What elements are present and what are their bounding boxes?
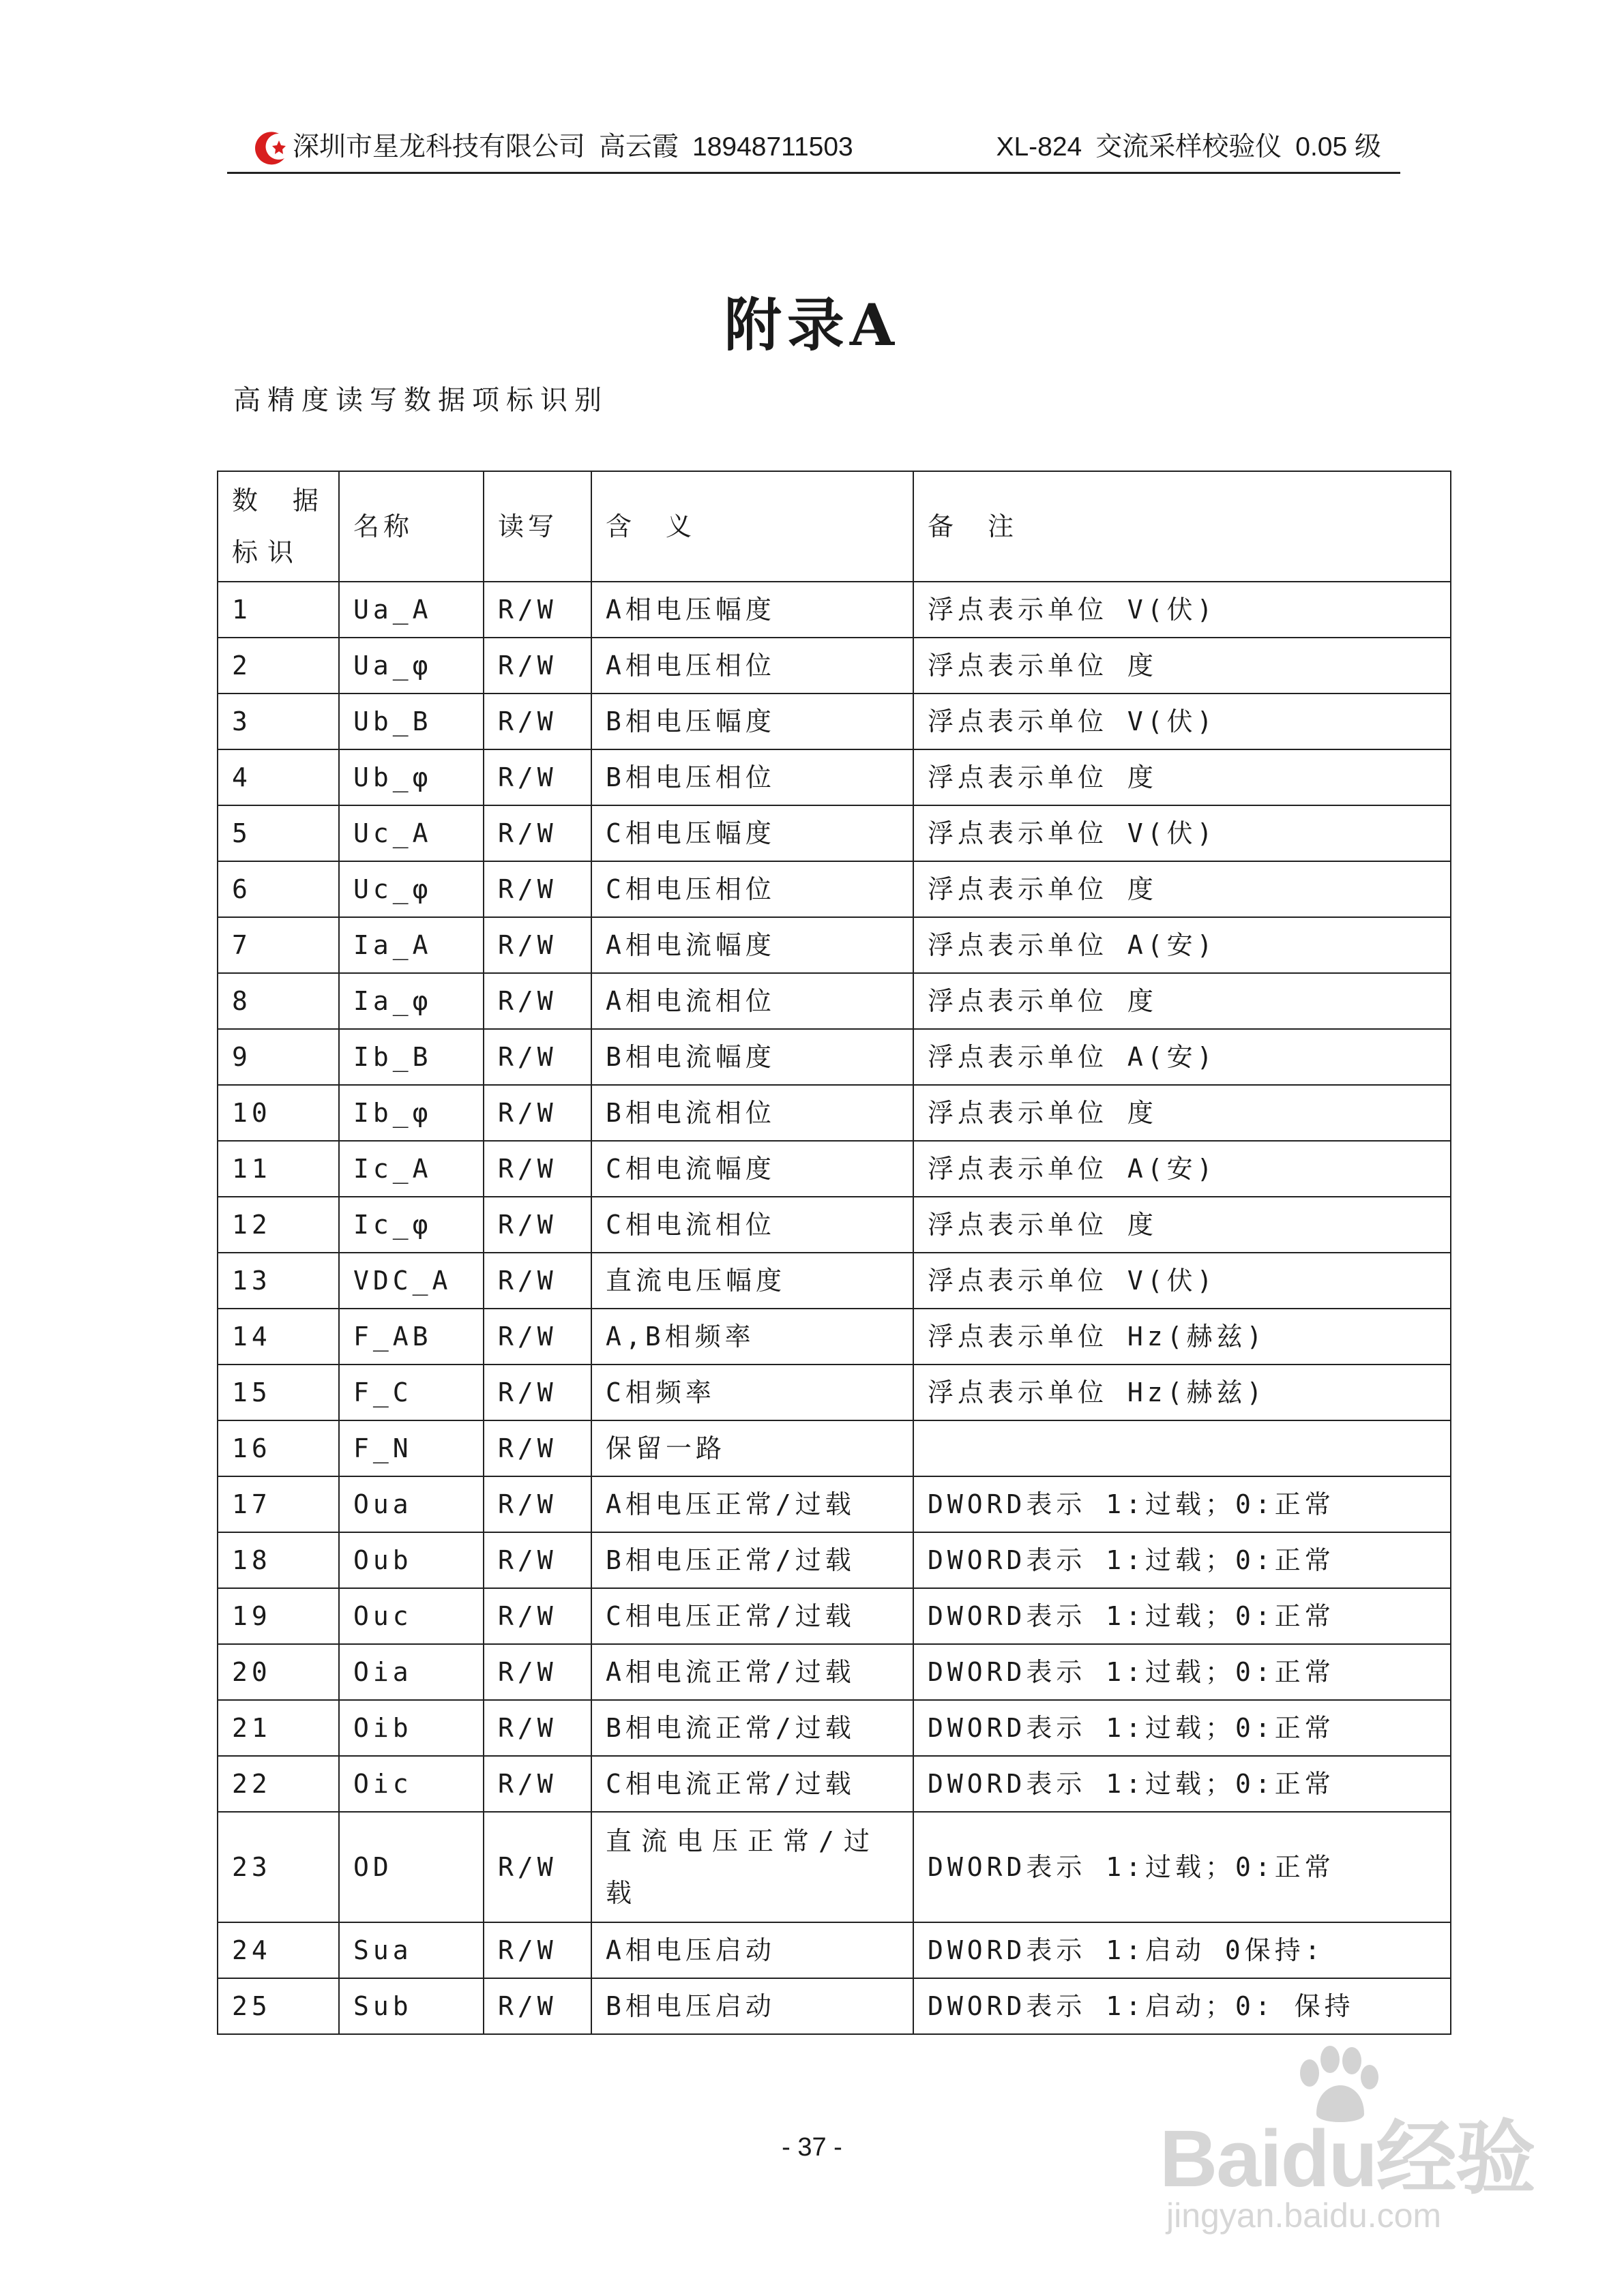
cell-rw: R/W bbox=[484, 1029, 591, 1085]
cell-id: 9 bbox=[218, 1029, 339, 1085]
cell-name: Ia_φ bbox=[339, 973, 484, 1029]
cell-id: 11 bbox=[218, 1141, 339, 1197]
cell-meaning: B相电压相位 bbox=[591, 749, 913, 805]
cell-name: Oib bbox=[339, 1700, 484, 1756]
cell-rw: R/W bbox=[484, 1309, 591, 1365]
cell-id: 6 bbox=[218, 861, 339, 917]
cell-name: Ia_A bbox=[339, 917, 484, 973]
table-header-row bbox=[218, 471, 1451, 582]
accuracy-class: 0.05 级 bbox=[1295, 132, 1381, 162]
cell-rw: R/W bbox=[484, 1644, 591, 1700]
cell-meaning: C相频率 bbox=[591, 1365, 913, 1420]
cell-remark: DWORD表示 1:过载；0:正常 bbox=[913, 1476, 1451, 1532]
cell-rw: R/W bbox=[484, 1420, 591, 1476]
page-header bbox=[227, 128, 1400, 174]
cell-remark: 浮点表示单位 Hz(赫兹) bbox=[913, 1309, 1451, 1365]
cell-name: Ua_A bbox=[339, 582, 484, 638]
product-name: 交流采样校验仪 bbox=[1095, 132, 1282, 162]
header-company-info bbox=[293, 131, 867, 164]
cell-rw: R/W bbox=[484, 1588, 591, 1644]
cell-remark: 浮点表示单位 度 bbox=[913, 973, 1451, 1029]
table-row bbox=[218, 638, 1451, 694]
cell-rw: R/W bbox=[484, 1253, 591, 1309]
cell-rw: R/W bbox=[484, 1922, 591, 1978]
cell-remark: DWORD表示 1:过载；0:正常 bbox=[913, 1588, 1451, 1644]
cell-remark: 浮点表示单位 V(伏) bbox=[913, 805, 1451, 861]
cell-id: 14 bbox=[218, 1309, 339, 1365]
cell-remark: DWORD表示 1:过载；0:正常 bbox=[913, 1532, 1451, 1588]
company-name: 深圳市星龙科技有限公司 bbox=[293, 132, 586, 162]
cell-remark: 浮点表示单位 度 bbox=[913, 861, 1451, 917]
cell-remark: 浮点表示单位 度 bbox=[913, 638, 1451, 694]
cell-rw: R/W bbox=[484, 638, 591, 694]
page-subtitle: 高精度读写数据项标识别 bbox=[233, 385, 608, 416]
cell-rw: R/W bbox=[484, 861, 591, 917]
cell-id: 18 bbox=[218, 1532, 339, 1588]
cell-meaning: C相电流相位 bbox=[591, 1197, 913, 1253]
table-row bbox=[218, 861, 1451, 917]
cell-rw: R/W bbox=[484, 1476, 591, 1532]
cell-rw: R/W bbox=[484, 1085, 591, 1141]
cell-id: 23 bbox=[218, 1812, 339, 1922]
watermark-url: jingyan.baidu.com bbox=[1166, 2196, 1442, 2235]
cell-name: VDC_A bbox=[339, 1253, 484, 1309]
table-row bbox=[218, 582, 1451, 638]
cell-id: 12 bbox=[218, 1197, 339, 1253]
cell-meaning: B相电压正常/过载 bbox=[591, 1532, 913, 1588]
cell-name: Ic_φ bbox=[339, 1197, 484, 1253]
cell-name: F_AB bbox=[339, 1309, 484, 1365]
header-name: 名称 bbox=[339, 471, 484, 582]
cell-remark: 浮点表示单位 Hz(赫兹) bbox=[913, 1365, 1451, 1420]
table-row bbox=[218, 1978, 1451, 2034]
cell-remark: DWORD表示 1:启动 0保持: bbox=[913, 1922, 1451, 1978]
header-product-info bbox=[996, 131, 1381, 164]
cell-meaning: C相电流正常/过载 bbox=[591, 1756, 913, 1812]
cell-remark: 浮点表示单位 V(伏) bbox=[913, 694, 1451, 749]
cell-meaning: C相电压幅度 bbox=[591, 805, 913, 861]
cell-meaning: C相电压相位 bbox=[591, 861, 913, 917]
cell-id: 17 bbox=[218, 1476, 339, 1532]
contact-name: 高云霞 bbox=[599, 132, 679, 162]
cell-name: Uc_A bbox=[339, 805, 484, 861]
cell-id: 2 bbox=[218, 638, 339, 694]
cell-id: 15 bbox=[218, 1365, 339, 1420]
product-model: XL-824 bbox=[996, 132, 1082, 162]
cell-meaning: B相电压幅度 bbox=[591, 694, 913, 749]
cell-id: 16 bbox=[218, 1420, 339, 1476]
cell-id: 20 bbox=[218, 1644, 339, 1700]
phone-number: 18948711503 bbox=[692, 132, 853, 162]
cell-remark: DWORD表示 1:过载；0:正常 bbox=[913, 1812, 1451, 1922]
table-row bbox=[218, 1588, 1451, 1644]
cell-name: F_C bbox=[339, 1365, 484, 1420]
cell-meaning: A相电压正常/过载 bbox=[591, 1476, 913, 1532]
cell-rw: R/W bbox=[484, 749, 591, 805]
page-number: - 37 - bbox=[782, 2133, 842, 2162]
cell-name: Uc_φ bbox=[339, 861, 484, 917]
cell-meaning: A相电压启动 bbox=[591, 1922, 913, 1978]
cell-meaning: B相电压启动 bbox=[591, 1978, 913, 2034]
cell-name: F_N bbox=[339, 1420, 484, 1476]
table-row bbox=[218, 1029, 1451, 1085]
cell-id: 8 bbox=[218, 973, 339, 1029]
cell-remark: 浮点表示单位 度 bbox=[913, 1197, 1451, 1253]
cell-remark: DWORD表示 1:过载；0:正常 bbox=[913, 1756, 1451, 1812]
cell-name: Oub bbox=[339, 1532, 484, 1588]
cell-meaning: A相电压相位 bbox=[591, 638, 913, 694]
cell-meaning: C相电流幅度 bbox=[591, 1141, 913, 1197]
cell-meaning: A,B相频率 bbox=[591, 1309, 913, 1365]
cell-rw: R/W bbox=[484, 1365, 591, 1420]
header-id: 数 据 标识 bbox=[218, 471, 339, 582]
cell-remark: 浮点表示单位 度 bbox=[913, 749, 1451, 805]
cell-meaning: B相电流幅度 bbox=[591, 1029, 913, 1085]
cell-name: Ua_φ bbox=[339, 638, 484, 694]
cell-name: Ouc bbox=[339, 1588, 484, 1644]
cell-id: 24 bbox=[218, 1922, 339, 1978]
cell-name: Oia bbox=[339, 1644, 484, 1700]
cell-id: 21 bbox=[218, 1700, 339, 1756]
cell-name: Sua bbox=[339, 1922, 484, 1978]
cell-meaning: B相电流相位 bbox=[591, 1085, 913, 1141]
cell-rw: R/W bbox=[484, 1532, 591, 1588]
cell-remark: 浮点表示单位 A(安) bbox=[913, 1141, 1451, 1197]
header-rw: 读写 bbox=[484, 471, 591, 582]
table-row bbox=[218, 694, 1451, 749]
cell-rw: R/W bbox=[484, 1756, 591, 1812]
cell-rw: R/W bbox=[484, 973, 591, 1029]
cell-name: Ic_A bbox=[339, 1141, 484, 1197]
cell-name: Sub bbox=[339, 1978, 484, 2034]
cell-name: Ib_B bbox=[339, 1029, 484, 1085]
page-title: 附录A bbox=[724, 291, 900, 359]
cell-rw: R/W bbox=[484, 1812, 591, 1922]
table-row bbox=[218, 1922, 1451, 1978]
cell-rw: R/W bbox=[484, 1700, 591, 1756]
cell-remark: DWORD表示 1:启动；0: 保持 bbox=[913, 1978, 1451, 2034]
table-row bbox=[218, 1085, 1451, 1141]
table-row bbox=[218, 1532, 1451, 1588]
cell-meaning: A相电流幅度 bbox=[591, 917, 913, 973]
table-row bbox=[218, 1756, 1451, 1812]
cell-rw: R/W bbox=[484, 1978, 591, 2034]
table-row bbox=[218, 917, 1451, 973]
cell-meaning: B相电流正常/过载 bbox=[591, 1700, 913, 1756]
cell-remark: 浮点表示单位 A(安) bbox=[913, 1029, 1451, 1085]
cell-id: 1 bbox=[218, 582, 339, 638]
cell-remark: DWORD表示 1:过载；0:正常 bbox=[913, 1700, 1451, 1756]
cell-name: Oua bbox=[339, 1476, 484, 1532]
table-row bbox=[218, 1812, 1451, 1922]
cell-name: Ib_φ bbox=[339, 1085, 484, 1141]
cell-name: Ub_B bbox=[339, 694, 484, 749]
table-row bbox=[218, 1197, 1451, 1253]
cell-rw: R/W bbox=[484, 694, 591, 749]
cell-name: OD bbox=[339, 1812, 484, 1922]
cell-id: 5 bbox=[218, 805, 339, 861]
cell-meaning: C相电压正常/过载 bbox=[591, 1588, 913, 1644]
cell-id: 13 bbox=[218, 1253, 339, 1309]
cell-id: 25 bbox=[218, 1978, 339, 2034]
cell-rw: R/W bbox=[484, 1197, 591, 1253]
table-row bbox=[218, 1365, 1451, 1420]
cell-id: 10 bbox=[218, 1085, 339, 1141]
cell-remark: 浮点表示单位 A(安) bbox=[913, 917, 1451, 973]
cell-rw: R/W bbox=[484, 1141, 591, 1197]
table-row bbox=[218, 1309, 1451, 1365]
header-remark: 备 注 bbox=[913, 471, 1451, 582]
cell-remark bbox=[913, 1420, 1451, 1476]
table-row bbox=[218, 1420, 1451, 1476]
table-row bbox=[218, 749, 1451, 805]
cell-id: 7 bbox=[218, 917, 339, 973]
cell-remark: 浮点表示单位 V(伏) bbox=[913, 1253, 1451, 1309]
table-row bbox=[218, 805, 1451, 861]
table-row bbox=[218, 1141, 1451, 1197]
cell-remark: 浮点表示单位 度 bbox=[913, 1085, 1451, 1141]
star-moon-logo-icon bbox=[252, 128, 293, 169]
cell-rw: R/W bbox=[484, 582, 591, 638]
cell-rw: R/W bbox=[484, 805, 591, 861]
table-row bbox=[218, 1253, 1451, 1309]
table-row bbox=[218, 973, 1451, 1029]
cell-meaning: 直流电压正常/过载 bbox=[591, 1812, 913, 1922]
watermark-brand: Baidu经验 bbox=[1160, 2114, 1535, 2204]
cell-meaning: A相电流相位 bbox=[591, 973, 913, 1029]
baidu-watermark bbox=[1160, 2046, 1541, 2250]
table-row bbox=[218, 1644, 1451, 1700]
data-id-table bbox=[217, 471, 1451, 2035]
cell-name: Ub_φ bbox=[339, 749, 484, 805]
cell-remark: DWORD表示 1:过载；0:正常 bbox=[913, 1644, 1451, 1700]
cell-remark: 浮点表示单位 V(伏) bbox=[913, 582, 1451, 638]
cell-id: 22 bbox=[218, 1756, 339, 1812]
cell-id: 4 bbox=[218, 749, 339, 805]
cell-meaning: A相电流正常/过载 bbox=[591, 1644, 913, 1700]
cell-meaning: 直流电压幅度 bbox=[591, 1253, 913, 1309]
cell-name: Oic bbox=[339, 1756, 484, 1812]
cell-id: 3 bbox=[218, 694, 339, 749]
cell-meaning: A相电压幅度 bbox=[591, 582, 913, 638]
cell-meaning: 保留一路 bbox=[591, 1420, 913, 1476]
table-row bbox=[218, 1476, 1451, 1532]
header-meaning: 含 义 bbox=[591, 471, 913, 582]
cell-id: 19 bbox=[218, 1588, 339, 1644]
table-row bbox=[218, 1700, 1451, 1756]
cell-rw: R/W bbox=[484, 917, 591, 973]
